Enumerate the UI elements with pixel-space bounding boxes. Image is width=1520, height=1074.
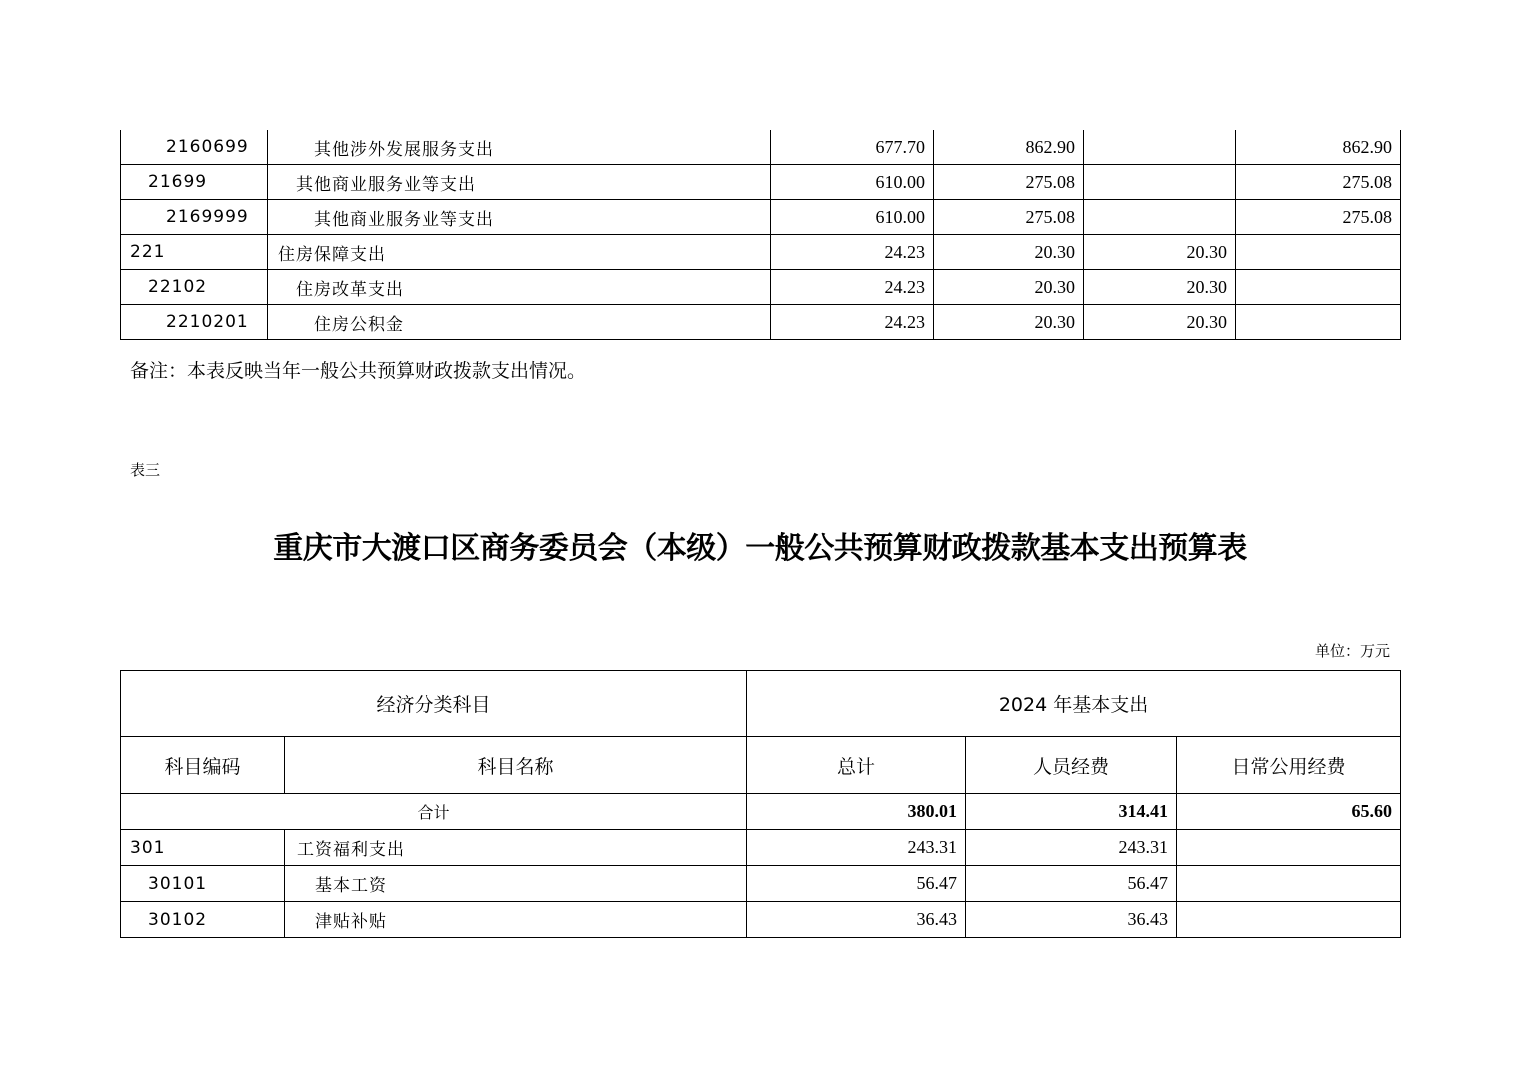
- subject-code: 221: [121, 235, 268, 270]
- expenditure-table-continued: [120, 130, 1401, 340]
- public-cell: [1177, 866, 1401, 902]
- subject-name: 工资福利支出: [285, 830, 747, 866]
- value-cell: 275.08: [934, 165, 1084, 200]
- value-cell: 20.30: [1084, 305, 1236, 340]
- value-cell: [1084, 130, 1236, 165]
- value-cell: 275.08: [1236, 200, 1401, 235]
- table-row: [121, 866, 1401, 902]
- table-row: [121, 235, 1401, 270]
- subject-name: 津贴补贴: [285, 902, 747, 938]
- header-total: 总计: [747, 737, 966, 794]
- public-cell: [1177, 902, 1401, 938]
- personnel-cell: 36.43: [966, 902, 1177, 938]
- subject-code: 22102: [121, 270, 268, 305]
- subject-code: 301: [121, 830, 285, 866]
- value-cell: [1084, 200, 1236, 235]
- value-cell: 20.30: [934, 270, 1084, 305]
- table-row: [121, 200, 1401, 235]
- value-cell: [1084, 165, 1236, 200]
- total-row: [121, 794, 1401, 830]
- subject-name: 住房公积金: [268, 305, 771, 340]
- value-cell: 610.00: [771, 165, 934, 200]
- subject-code: 30102: [121, 902, 285, 938]
- table-row: [121, 130, 1401, 165]
- subject-name: 其他涉外发展服务支出: [268, 130, 771, 165]
- subject-code: 2160699: [121, 130, 268, 165]
- value-cell: 275.08: [934, 200, 1084, 235]
- table-row: [121, 270, 1401, 305]
- value-cell: 275.08: [1236, 165, 1401, 200]
- subject-name: 基本工资: [285, 866, 747, 902]
- table-row: [121, 902, 1401, 938]
- subject-name: 其他商业服务业等支出: [268, 165, 771, 200]
- value-cell: 677.70: [771, 130, 934, 165]
- total-cell: 56.47: [747, 866, 966, 902]
- page-title: 重庆市大渡口区商务委员会（本级）一般公共预算财政拨款基本支出预算表: [273, 531, 1247, 566]
- value-cell: 20.30: [1084, 270, 1236, 305]
- header-economic-category: 经济分类科目: [121, 671, 747, 737]
- total-cell: 243.31: [747, 830, 966, 866]
- value-cell: [1236, 305, 1401, 340]
- table-note: 备注：本表反映当年一般公共预算财政拨款支出情况。: [130, 360, 587, 382]
- header-public: 日常公用经费: [1177, 737, 1401, 794]
- header-row-group: [121, 671, 1401, 737]
- header-subject-code: 科目编码: [121, 737, 285, 794]
- value-cell: 20.30: [1084, 235, 1236, 270]
- value-cell: [1236, 235, 1401, 270]
- value-cell: 20.30: [934, 235, 1084, 270]
- total-public: 65.60: [1177, 794, 1401, 830]
- subject-code: 2210201: [121, 305, 268, 340]
- value-cell: [1236, 270, 1401, 305]
- personnel-cell: 56.47: [966, 866, 1177, 902]
- table-row: [121, 305, 1401, 340]
- value-cell: 610.00: [771, 200, 934, 235]
- value-cell: 20.30: [934, 305, 1084, 340]
- total-total: 380.01: [747, 794, 966, 830]
- header-basic-expenditure: 2024 年基本支出: [747, 671, 1401, 737]
- table-row: [121, 830, 1401, 866]
- subject-code: 30101: [121, 866, 285, 902]
- header-subject-name: 科目名称: [285, 737, 747, 794]
- subject-name: 其他商业服务业等支出: [268, 200, 771, 235]
- value-cell: 862.90: [1236, 130, 1401, 165]
- sheet-label: 表三: [130, 461, 161, 479]
- value-cell: 24.23: [771, 235, 934, 270]
- subject-code: 2169999: [121, 200, 268, 235]
- unit-label: 单位：万元: [1314, 642, 1390, 660]
- header-row-columns: [121, 737, 1401, 794]
- value-cell: 862.90: [934, 130, 1084, 165]
- basic-expenditure-table: [120, 670, 1401, 938]
- subject-name: 住房保障支出: [268, 235, 771, 270]
- total-cell: 36.43: [747, 902, 966, 938]
- total-label: 合计: [121, 794, 747, 830]
- value-cell: 24.23: [771, 270, 934, 305]
- total-personnel: 314.41: [966, 794, 1177, 830]
- subject-code: 21699: [121, 165, 268, 200]
- public-cell: [1177, 830, 1401, 866]
- personnel-cell: 243.31: [966, 830, 1177, 866]
- header-personnel: 人员经费: [966, 737, 1177, 794]
- table-row: [121, 165, 1401, 200]
- value-cell: 24.23: [771, 305, 934, 340]
- subject-name: 住房改革支出: [268, 270, 771, 305]
